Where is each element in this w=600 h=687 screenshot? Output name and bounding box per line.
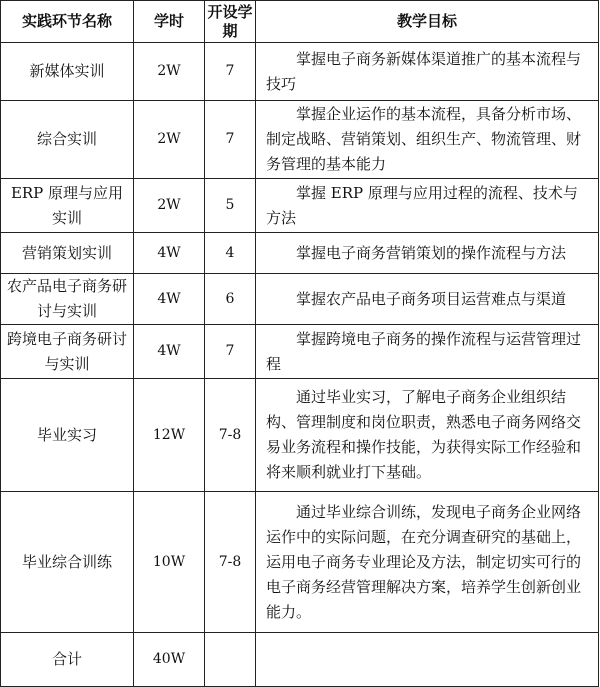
table-row [1,325,599,379]
total-semester [205,633,256,687]
cell-semester: 7-8 [205,379,256,492]
cell-goal: 掌握 ERP 原理与应用过程的流程、技术与方法 [256,179,599,233]
header-name: 实践环节名称 [1,1,134,43]
cell-goal: 掌握电子商务新媒体渠道推广的基本流程与技巧 [256,43,599,101]
table-row [1,233,599,274]
cell-hours: 2W [134,179,205,233]
cell-hours: 4W [134,233,205,274]
cell-semester: 4 [205,233,256,274]
table-row [1,492,599,633]
cell-name: 综合实训 [1,101,134,179]
cell-hours: 2W [134,43,205,101]
cell-semester: 7 [205,101,256,179]
total-row [1,633,599,687]
header-row [1,1,599,43]
cell-semester: 6 [205,274,256,325]
cell-name: 农产品电子商务研讨与实训 [1,274,134,325]
cell-hours: 4W [134,274,205,325]
cell-name: 毕业实习 [1,379,134,492]
total-label: 合计 [1,633,134,687]
cell-semester: 7-8 [205,492,256,633]
header-hours: 学时 [134,1,205,43]
table-row [1,101,599,179]
cell-goal: 掌握企业运作的基本流程，具备分析市场、制定战略、营销策划、组织生产、物流管理、财务管理的基本能力 [256,101,599,179]
cell-hours: 4W [134,325,205,379]
table-row [1,379,599,492]
cell-goal: 掌握农产品电子商务项目运营难点与渠道 [256,274,599,325]
table-row [1,179,599,233]
cell-name: ERP 原理与应用实训 [1,179,134,233]
cell-semester: 7 [205,325,256,379]
header-goal: 教学目标 [256,1,599,43]
cell-goal: 掌握电子商务营销策划的操作流程与方法 [256,233,599,274]
table-row [1,274,599,325]
cell-name: 新媒体实训 [1,43,134,101]
cell-semester: 5 [205,179,256,233]
cell-hours: 10W [134,492,205,633]
cell-name: 营销策划实训 [1,233,134,274]
cell-name: 跨境电子商务研讨与实训 [1,325,134,379]
cell-goal: 通过毕业实习，了解电子商务企业组织结构、管理制度和岗位职责，熟悉电子商务网络交易业务流程和操作技能，为获得实际工作经验和将来顺利就业打下基础。 [256,379,599,492]
cell-goal: 通过毕业综合训练，发现电子商务企业网络运作中的实际问题，在充分调查研究的基础上，运用电子商务专业理论及方法，制定切实可行的电子商务经营管理解决方案，培养学生创新创业能力。 [256,492,599,633]
total-hours: 40W [134,633,205,687]
table-row [1,43,599,101]
header-semester: 开设学期 [205,1,256,43]
total-goal [256,633,599,687]
cell-name: 毕业综合训练 [1,492,134,633]
cell-goal: 掌握跨境电子商务的操作流程与运营管理过程 [256,325,599,379]
cell-hours: 12W [134,379,205,492]
cell-hours: 2W [134,101,205,179]
cell-semester: 7 [205,43,256,101]
